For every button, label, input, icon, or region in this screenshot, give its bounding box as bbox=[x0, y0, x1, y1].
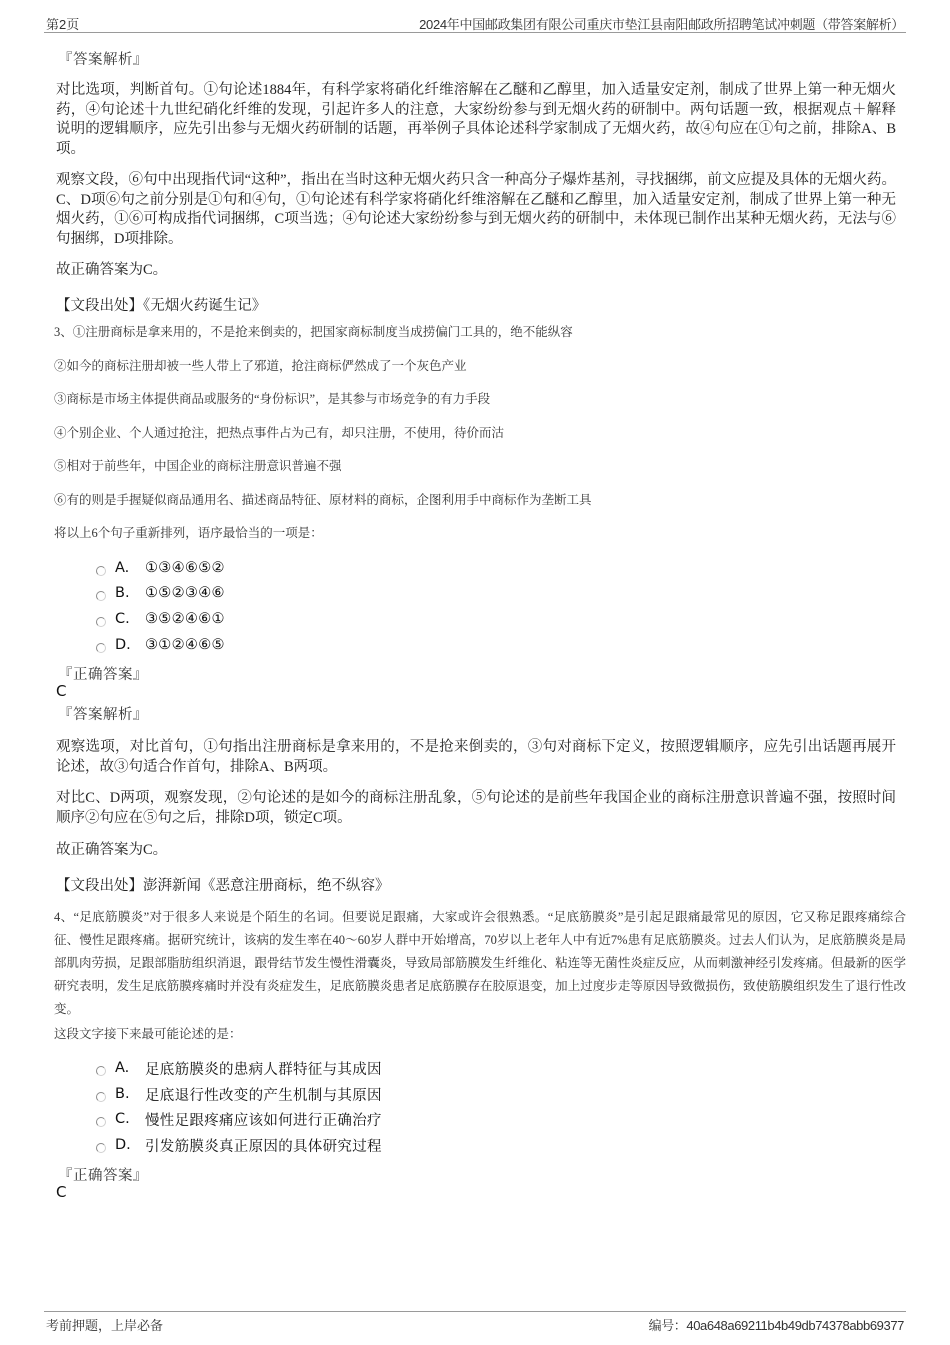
correct-answer-value: C bbox=[56, 1183, 67, 1201]
page-footer bbox=[44, 1311, 906, 1334]
option-letter: B. bbox=[115, 1086, 130, 1102]
option-letter: D. bbox=[115, 1137, 131, 1153]
question-passage: 4、“足底筋膜炎”对于很多人来说是个陌生的名词。但要说足跟痛，大家或许会很熟悉。“足底筋膜炎”是引起足跟痛最常见的原因，它又称足跟疼痛综合征、慢性足跟疼痛。据研究统计，该病的发生率在40～60岁人群中开始增高，70岁以上老年人中有近7%患有足底筋膜炎。过去人们认为，足底筋膜炎是局部肌肉劳损，足跟部脂肪组织消退，跟骨结节发生慢性滑囊炎，导致局部筋膜发生纤维化、粘连等无菌性炎症反应，从而刺激神经引发疼痛。但最新的医学研究表明，发生足底筋膜疼痛时并没有炎症发生，足底筋膜炎患者足底筋膜存在胶原退变，加上过度步走等原因导致微损伤，致使筋膜组织发生了退行性改变。 bbox=[54, 910, 906, 1016]
analysis-label: 『答案解析』 bbox=[58, 707, 148, 723]
passage-source: 【文段出处】《无烟火药诞生记》 bbox=[56, 298, 267, 314]
document-serial: 编号：40a648a69211b4b49db74378abb69377 bbox=[648, 1318, 904, 1333]
option-text: ①⑤②③④⑥ bbox=[145, 585, 225, 601]
footer-slogan: 考前押题，上岸必备 bbox=[46, 1318, 164, 1333]
analysis-label: 『答案解析』 bbox=[58, 52, 148, 68]
question-prompt: 将以上6个句子重新排列，语序最恰当的一项是： bbox=[54, 526, 323, 540]
radio-button[interactable] bbox=[96, 1092, 106, 1102]
passage-source: 【文段出处】澎湃新闻《恶意注册商标，绝不纵容》 bbox=[56, 878, 390, 894]
question-sentence: ⑤相对于前些年，中国企业的商标注册意识普遍不强 bbox=[54, 459, 342, 473]
option-letter: D. bbox=[115, 637, 131, 653]
option-letter: C. bbox=[115, 611, 130, 627]
question-sentence: ③商标是市场主体提供商品或服务的“身份标识”，是其参与市场竞争的有力手段 bbox=[54, 392, 491, 406]
option-letter: C. bbox=[115, 1111, 130, 1127]
radio-button[interactable] bbox=[96, 643, 106, 653]
question-prompt: 这段文字接下来最可能论述的是： bbox=[54, 1027, 242, 1041]
radio-button[interactable] bbox=[96, 591, 106, 601]
question-sentence: ④个别企业、个人通过抢注，把热点事件占为己有，却只注册，不使用，待价而沽 bbox=[54, 426, 505, 440]
option-a[interactable] bbox=[96, 1058, 382, 1078]
conclusion-text: 故正确答案为C。 bbox=[56, 262, 168, 278]
page-header bbox=[44, 12, 906, 33]
option-d[interactable] bbox=[96, 1135, 382, 1155]
option-text: ①③④⑥⑤② bbox=[145, 560, 225, 576]
radio-button[interactable] bbox=[96, 566, 106, 576]
correct-answer-label: 『正确答案』 bbox=[58, 667, 148, 683]
page-number: 第2页 bbox=[46, 17, 80, 32]
analysis-paragraph: 观察选项，对比首句，①句指出注册商标是拿来用的，不是抢来倒卖的，③句对商标下定义，按照逻辑顺序，应先引出话题再展开论述，故③句适合作首句，排除A、B两项。 bbox=[56, 739, 896, 775]
analysis-paragraph: 观察文段，⑥句中出现指代词“这种”，指出在当时这种无烟火药只含一种高分子爆炸基剂，寻找捆绑，前文应提及具体的无烟火药。C、D项⑥句之前分别是①句和④句，①句论述有科学家将硝化纤维溶解在乙醚和乙醇里，加入适量安定剂，制成了世界上第一种无烟火药，①⑥可构成指代词捆绑，C项当选；④句论述大家纷纷参与到无烟火药的研制中，未体现已制作出某种无烟火药，无法与⑥句捆绑，D项排除。 bbox=[56, 172, 896, 247]
option-c[interactable] bbox=[96, 1109, 382, 1129]
question-sentence: ②如今的商标注册却被一些人带上了邪道，抢注商标俨然成了一个灰色产业 bbox=[54, 359, 467, 373]
option-letter: B. bbox=[115, 585, 130, 601]
option-d[interactable] bbox=[96, 635, 225, 655]
question-sentence: ⑥有的则是手握疑似商品通用名、描述商品特征、原材料的商标，企图利用手中商标作为垄断工具 bbox=[54, 493, 592, 507]
radio-button[interactable] bbox=[96, 1143, 106, 1153]
option-a[interactable] bbox=[96, 558, 225, 578]
option-b[interactable] bbox=[96, 1084, 382, 1104]
correct-answer-label: 『正确答案』 bbox=[58, 1168, 148, 1184]
option-b[interactable] bbox=[96, 583, 225, 603]
question-sentence: 3、①注册商标是拿来用的，不是抢来倒卖的，把国家商标制度当成捞偏门工具的，绝不能纵容 bbox=[54, 325, 573, 339]
conclusion-text: 故正确答案为C。 bbox=[56, 842, 168, 858]
radio-button[interactable] bbox=[96, 1066, 106, 1076]
radio-button[interactable] bbox=[96, 617, 106, 627]
option-letter: A. bbox=[115, 560, 130, 576]
option-text: ③①②④⑥⑤ bbox=[145, 637, 225, 653]
analysis-paragraph: 对比C、D两项，观察发现，②句论述的是如今的商标注册乱象，⑤句论述的是前些年我国企业的商标注册意识普遍不强，按照时间顺序②句应在⑤句之后，排除D项，锁定C项。 bbox=[56, 790, 896, 826]
document-title: 2024年中国邮政集团有限公司重庆市垫江县南阳邮政所招聘笔试冲刺题（带答案解析） bbox=[419, 17, 904, 32]
option-text: 足底退行性改变的产生机制与其原因 bbox=[145, 1087, 382, 1104]
correct-answer-value: C bbox=[56, 682, 67, 700]
radio-button[interactable] bbox=[96, 1117, 106, 1127]
analysis-paragraph: 对比选项，判断首句。①句论述1884年，有科学家将硝化纤维溶解在乙醚和乙醇里，加入适量安定剂，制成了世界上第一种无烟火药，④句论述十九世纪硝化纤维的发现，引起许多人的注意，大家纷纷参与到无烟火药的研制中。两句话题一致，根据观点＋解释说明的逻辑顺序，应先引出参与无烟火药研制的话题，再举例子具体论述科学家制成了无烟火药，故④句应在①句之前，排除A、B项。 bbox=[56, 82, 896, 157]
option-text: 慢性足跟疼痛应该如何进行正确治疗 bbox=[145, 1112, 382, 1129]
option-letter: A. bbox=[115, 1060, 130, 1076]
option-c[interactable] bbox=[96, 609, 225, 629]
option-text: 足底筋膜炎的患病人群特征与其成因 bbox=[145, 1061, 382, 1078]
option-text: ③⑤②④⑥① bbox=[145, 611, 225, 627]
option-text: 引发筋膜炎真正原因的具体研究过程 bbox=[145, 1138, 382, 1155]
